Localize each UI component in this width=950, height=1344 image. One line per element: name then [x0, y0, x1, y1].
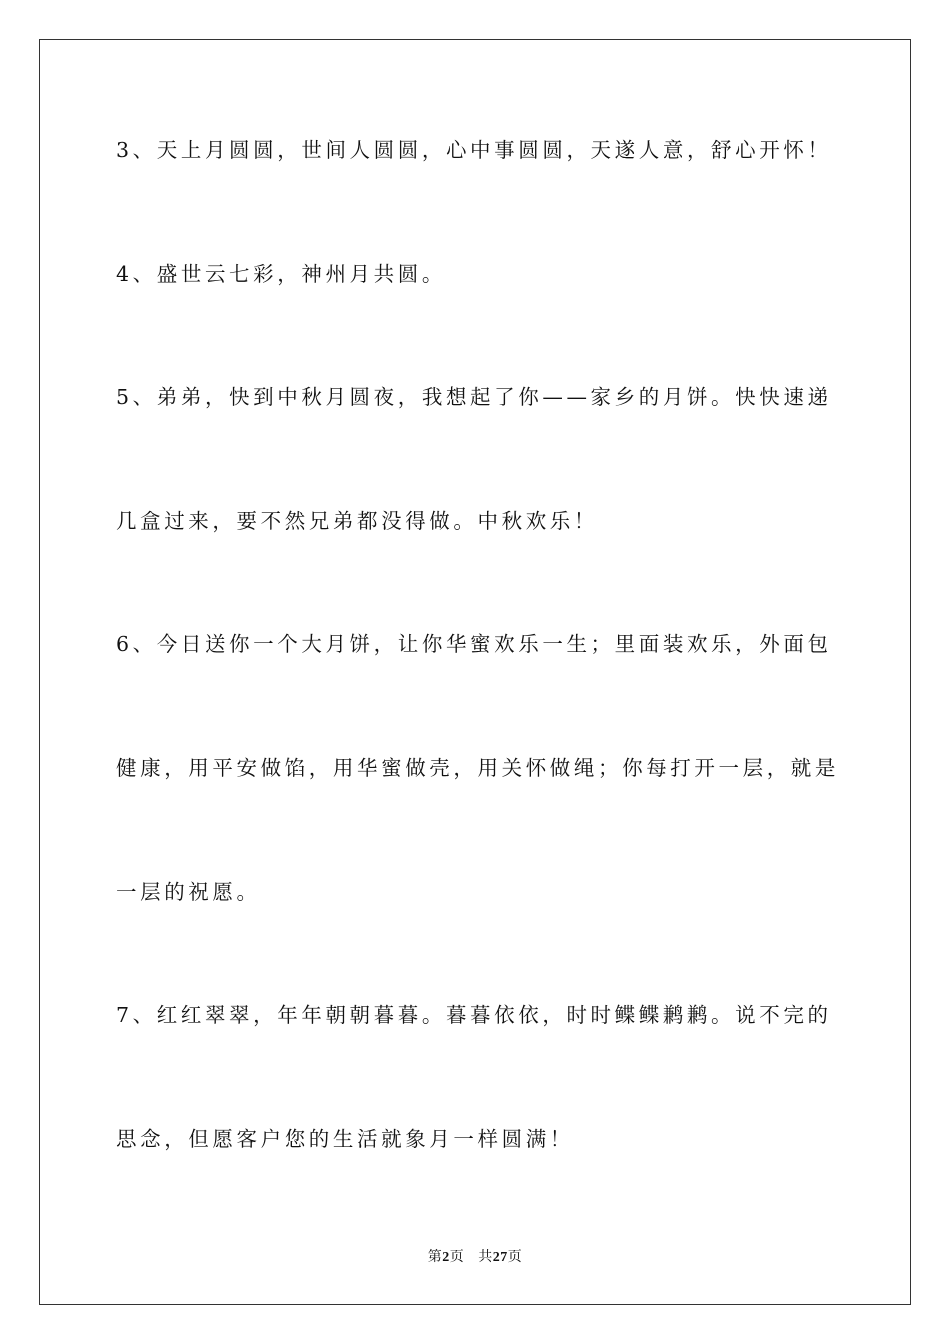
total-prefix: 共: [478, 1249, 493, 1265]
total-pages: 27: [492, 1250, 508, 1265]
text-line: 3、天上月圆圆，世间人圆圆，心中事圆圆，天遂人意，舒心开怀！: [116, 138, 832, 162]
text-line: 一层的祝愿。: [116, 879, 261, 904]
total-suffix: 页: [507, 1249, 523, 1265]
document-body: [116, 124, 839, 1236]
text-line: 思念，但愿客户您的生活就象月一样圆满！: [116, 1126, 574, 1151]
text-line: 几盒过来，要不然兄弟都没得做。中秋欢乐！: [116, 508, 598, 533]
page-suffix: 页: [449, 1249, 465, 1265]
text-line: 健康，用平安做馅，用华蜜做壳，用关怀做绳；你每打开一层，就是: [116, 755, 839, 780]
page-footer: [0, 1246, 950, 1266]
text-line: 4、盛世云七彩，神州月共圆。: [116, 261, 446, 286]
text-line: 5、弟弟，快到中秋月圆夜，我想起了你——家乡的月饼。快快速递: [116, 385, 832, 410]
text-line: 6、今日送你一个大月饼，让你华蜜欢乐一生；里面装欢乐，外面包: [116, 632, 832, 657]
page-prefix: 第: [427, 1249, 443, 1265]
text-line: 7、红红翠翠，年年朝朝暮暮。暮暮依依，时时鲽鲽鹣鹣。说不完的: [116, 1003, 832, 1028]
page-number: 2: [442, 1250, 450, 1265]
